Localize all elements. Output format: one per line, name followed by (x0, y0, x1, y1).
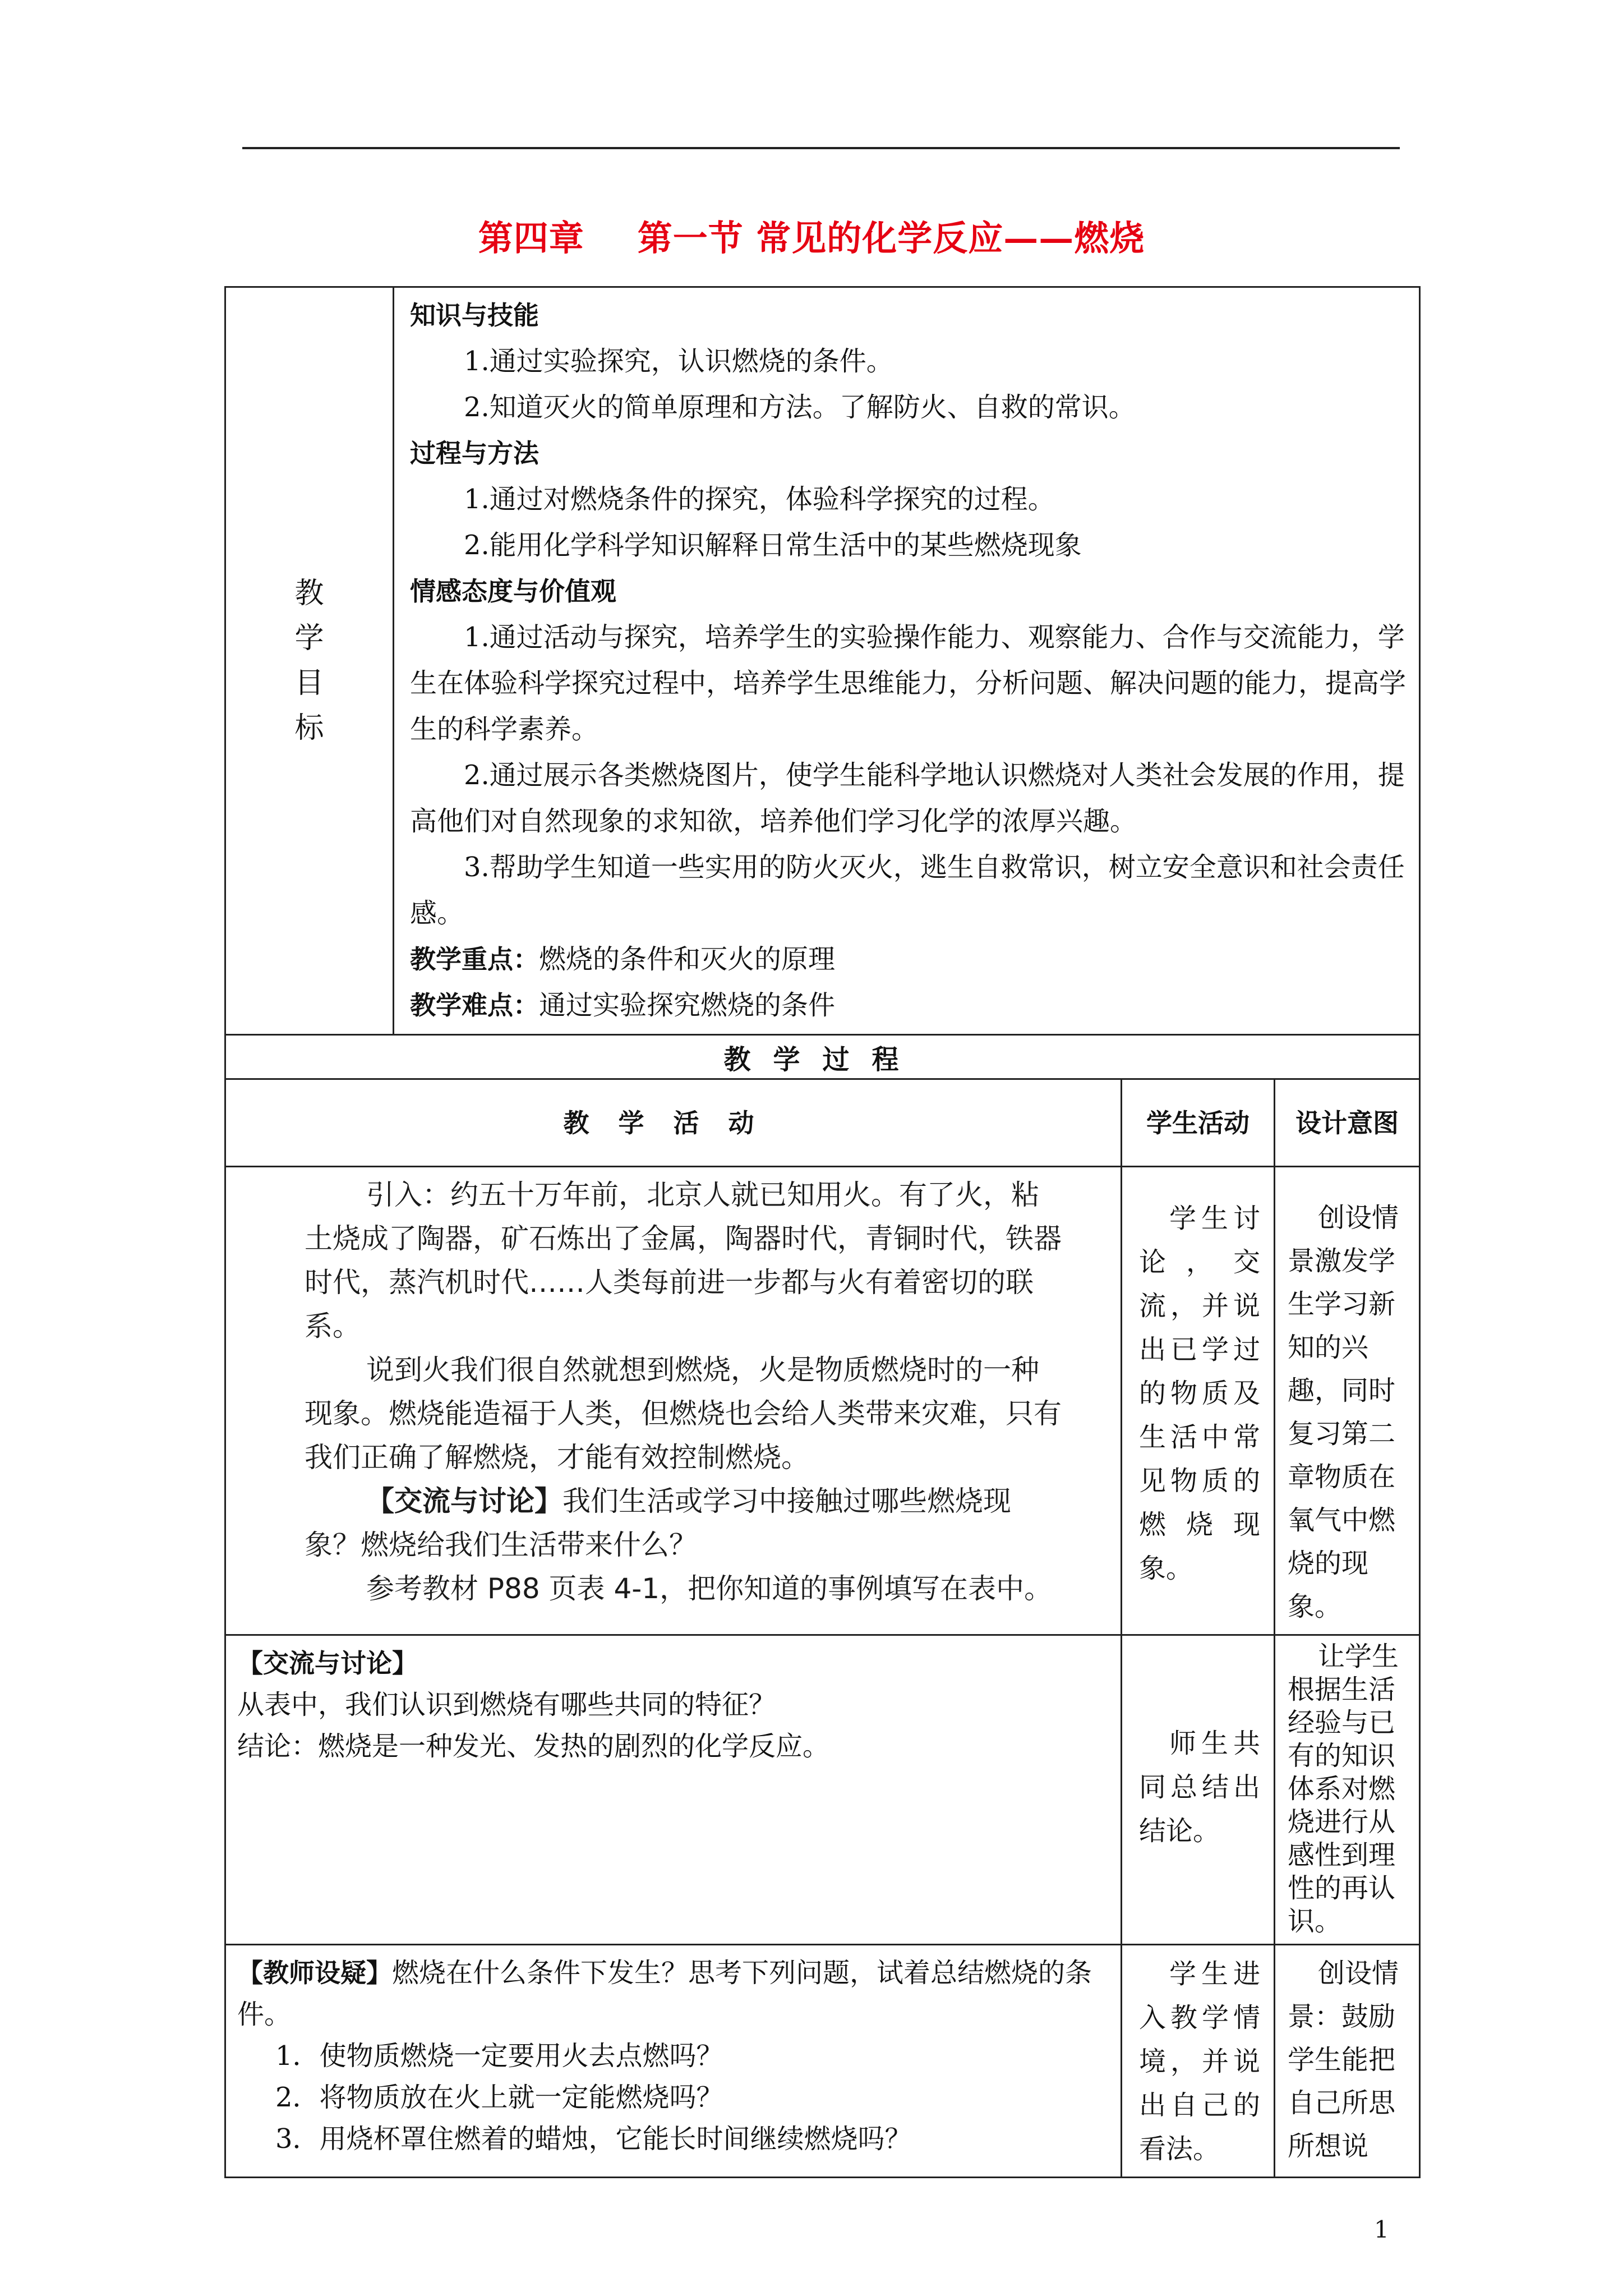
emotion-item: 1.通过活动与探究，培养学生的实验操作能力、观察能力、合作与交流能力，学生在体验科学探究过程中，培养学生思维能力，分析问题、解决问题的能力，提高学生的科学素养。 (410, 622, 1407, 745)
difficulty-text: 通过实验探究燃烧的条件 (539, 990, 836, 1021)
activity-paragraph: 参考教材 P88 页表 4-1，把你知道的事例填写在表中。 (366, 1572, 1053, 1605)
key-point-label: 教学重点： (410, 944, 539, 974)
activity-row (225, 1167, 1420, 1635)
goals-label-char: 学 (294, 622, 324, 655)
discussion-question: 从表中，我们认识到燃烧有哪些共同的特征？ (237, 1689, 776, 1720)
activity-cell (225, 1635, 1122, 1945)
design-intent-cell (1275, 1945, 1420, 2178)
activity-cell (225, 1167, 1122, 1635)
process-item: 2.能用化学科学知识解释日常生活中的某些燃烧现象 (464, 530, 1082, 561)
difficulty-point (410, 982, 1414, 1028)
page-number: 1 (1374, 2216, 1389, 2243)
emotion-item: 2.通过展示各类燃烧图片，使学生能科学地认识燃烧对人类社会发展的作用，提高他们对自然现象的求知欲，培养他们学习化学的浓厚兴趣。 (410, 760, 1405, 837)
design-intent-cell (1275, 1167, 1420, 1635)
emotion-heading: 情感态度与价值观 (410, 576, 616, 606)
title-section: 第一节 常见的化学反应——燃烧 (637, 218, 1145, 259)
title-chapter: 第四章 (478, 218, 584, 259)
goals-cell (225, 287, 1420, 1035)
column-header-row (225, 1079, 1420, 1167)
question-item: 3．用烧杯罩住燃着的蜡烛，它能长时间继续燃烧吗？ (275, 2123, 912, 2155)
col-activity-header: 教学活动 (225, 1079, 1122, 1167)
discussion-conclusion: 结论：燃烧是一种发光、发热的剧烈的化学反应。 (237, 1731, 830, 1762)
lesson-plan-table (224, 286, 1421, 2178)
student-activity-cell (1122, 1945, 1275, 2178)
goals-label (226, 288, 394, 1034)
activity-paragraph: 引入：约五十万年前，北京人就已知用火。有了火，粘土烧成了陶器，矿石炼出了金属，陶器时代，青铜时代，铁器时代，蒸汽机时代……人类每前进一步都与火有着密切的联系。 (305, 1179, 1062, 1342)
discussion-label-text: 【交流与讨论】 (237, 1648, 418, 1678)
header-rule (242, 147, 1400, 149)
question-item: 2．将物质放在火上就一定能燃烧吗？ (275, 2082, 723, 2113)
teacher-question-text: 燃烧在什么条件下发生？思考下列问题，试着总结燃烧的条件。 (237, 1957, 1092, 2030)
activity-paragraph (305, 1479, 1064, 1567)
emotion-item: 3.帮助学生知道一些实用的防火灭火，逃生自救常识，树立安全意识和社会责任感。 (410, 852, 1405, 929)
design-intent-text: 让学生根据生活经验与已有的知识体系对燃烧进行从感性到理性的再认识。 (1288, 1641, 1399, 1937)
process-heading: 过程与方法 (410, 438, 539, 468)
process-heading-row (225, 1035, 1420, 1079)
page-title (0, 210, 1623, 260)
knowledge-item: 1.通过实验探究，认识燃烧的条件。 (464, 346, 893, 377)
goals-label-char: 教 (294, 577, 324, 610)
key-point (410, 936, 1414, 982)
student-activity-cell (1122, 1167, 1275, 1635)
col-intent-header: 设计意图 (1275, 1079, 1420, 1167)
discussion-label (237, 1642, 1109, 1684)
key-point-text: 燃烧的条件和灭火的原理 (539, 944, 836, 975)
difficulty-label: 教学难点： (410, 990, 539, 1020)
student-activity-cell (1122, 1635, 1275, 1945)
goals-label-char: 标 (294, 711, 324, 745)
activity-paragraph: 说到火我们很自然就想到燃烧，火是物质燃烧时的一种现象。燃烧能造福于人类，但燃烧也会给人类带来灾难，只有我们正确了解燃烧，才能有效控制燃烧。 (305, 1354, 1062, 1474)
student-activity-text: 师生共同总结出结论。 (1139, 1727, 1260, 1847)
activity-row (225, 1945, 1420, 2178)
activity-cell (225, 1945, 1122, 2178)
col-student-header: 学生活动 (1122, 1079, 1275, 1167)
activity-row (225, 1635, 1420, 1945)
design-intent-cell (1275, 1635, 1420, 1945)
student-activity-text: 学生讨论，交流，并说出已学过的物质及生活中常见物质的燃烧现象。 (1139, 1203, 1260, 1584)
design-intent-text: 创设情景：鼓励学生能把自己所思所想说 (1288, 1958, 1399, 2162)
process-item: 1.通过对燃烧条件的探究，体验科学探究的过程。 (464, 484, 1055, 515)
discussion-label: 【交流与讨论】 (366, 1485, 562, 1517)
knowledge-item: 2.知道灭火的简单原理和方法。了解防火、自救的常识。 (464, 392, 1136, 423)
goals-body (226, 288, 1419, 1034)
teacher-question-label: 【教师设疑】 (237, 1958, 392, 1988)
goals-row (225, 287, 1420, 1035)
question-item: 1．使物质燃烧一定要用火去点燃吗？ (275, 2040, 723, 2072)
discussion-text: 我们生活或学习中接触过哪些燃烧现象？燃烧给我们生活带来什么？ (305, 1485, 1011, 1561)
student-activity-text: 学生进入教学情境，并说出自己的看法。 (1139, 1958, 1260, 2165)
process-heading: 教学过程 (225, 1035, 1420, 1079)
knowledge-heading: 知识与技能 (410, 300, 539, 330)
design-intent-text: 创设情景激发学生学习新知的兴趣，同时复习第二章物质在氧气中燃烧的现象。 (1288, 1202, 1399, 1622)
teacher-question-intro (237, 1952, 1109, 2035)
goals-label-char: 目 (294, 666, 324, 700)
